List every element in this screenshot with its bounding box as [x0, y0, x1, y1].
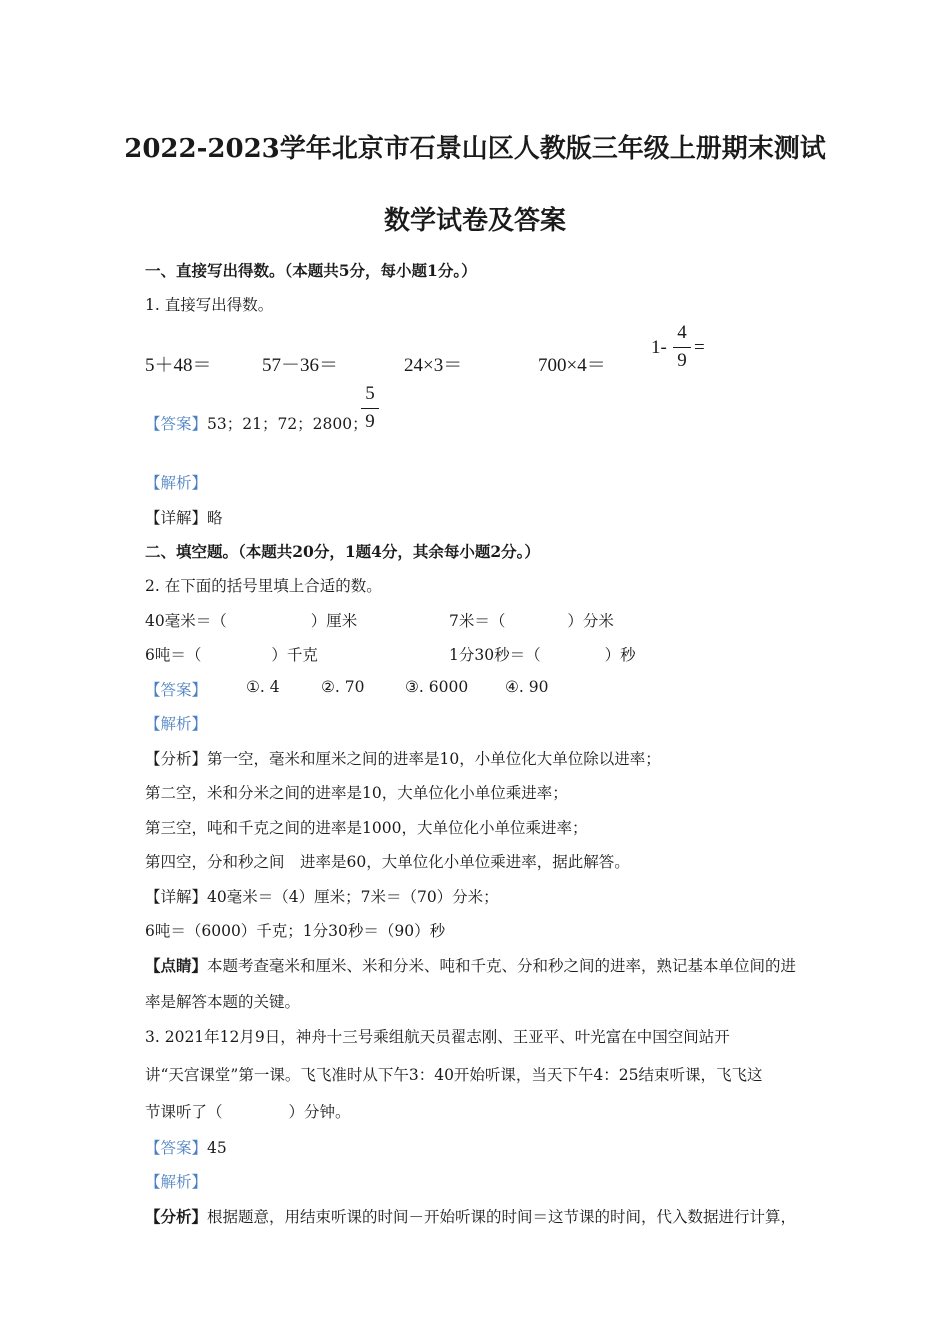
fenxi-text: 第一空，毫米和厘米之间的进率是10，小单位化大单位除以进率； [207, 750, 661, 768]
q1-fraction-denominator: 9 [677, 350, 687, 371]
q2-fenxi-line-4: 第四空，分和秒之间 进率是60，大单位化小单位乘进率，据此解答。 [145, 853, 630, 871]
q1-expr-4: 700×4＝ [538, 355, 606, 376]
q3-line-1: 3. 2021年12月9日，神舟十三号乘组航天员翟志刚、王亚平、叶光富在中国空间站开 [145, 1028, 730, 1046]
q2-answer-label: 【答案】 [145, 681, 208, 699]
fraction-bar [673, 347, 691, 348]
blank-after: ）分米 [567, 612, 614, 630]
q2-dianjing-line-1 [145, 954, 796, 976]
q1-expr-1: 5＋48＝ [145, 355, 212, 376]
blank-before: 6吨＝（ [145, 646, 202, 664]
blank-before: 节课听了（ [145, 1103, 223, 1121]
blank-before: 7米＝（ [449, 612, 506, 630]
q2-answer-3: ③. 6000 [405, 678, 469, 696]
section1-heading: 一、直接写出得数。（本题共5分，每小题1分。） [145, 261, 477, 280]
detail-label: 【详解】 [145, 509, 208, 527]
q2-blank-4 [449, 643, 636, 665]
q1-fraction-numerator: 4 [677, 322, 687, 343]
q1-analysis-label: 【解析】 [145, 474, 208, 492]
blank-after: ）秒 [604, 646, 636, 664]
fenxi-label: 【分析】 [145, 750, 208, 768]
q2-blank-2 [449, 609, 614, 631]
answer-text: 45 [207, 1139, 227, 1157]
q2-detail-line-2: 6吨＝（6000）千克；1分30秒＝（90）秒 [145, 922, 446, 940]
q3-line-3 [145, 1100, 351, 1122]
document-title-line2: 数学试卷及答案 [383, 206, 566, 236]
q1-expr-2: 57－36＝ [262, 355, 339, 376]
q2-analysis-label: 【解析】 [145, 715, 208, 733]
q2-fenxi-line-3: 第三空，吨和千克之间的进率是1000，大单位化小单位乘进率； [145, 819, 588, 837]
q2-dianjing-line-2: 率是解答本题的关键。 [145, 993, 301, 1011]
blank-after: ）分钟。 [288, 1103, 351, 1121]
document-title-line1: 2022-2023学年北京市石景山区人教版三年级上册期末测试 [124, 134, 826, 164]
answer-label: 【答案】 [145, 415, 208, 433]
q2-answer-1: ①. 4 [246, 678, 280, 696]
q1-prompt: 1. 直接写出得数。 [145, 296, 274, 314]
dianjing-text: 本题考查毫米和厘米、米和分米、吨和千克、分和秒之间的进率，熟记基本单位间的进 [207, 957, 797, 975]
dianjing-label: 【点睛】 [145, 956, 208, 975]
q2-detail-line-1 [145, 885, 499, 907]
q2-fenxi-line-2: 第二空，米和分米之间的进率是10，大单位化小单位乘进率； [145, 784, 568, 802]
q2-answer-4: ④. 90 [505, 678, 549, 696]
q3-fenxi [145, 1205, 796, 1227]
q3-line-2: 讲“天宫课堂”第一课。飞飞准时从下午3：40开始听课，当天下午4：25结束听课，飞飞这 [145, 1066, 763, 1084]
q1-fraction [673, 322, 691, 372]
q3-analysis-label: 【解析】 [145, 1173, 208, 1191]
q3-answer [145, 1136, 227, 1158]
q1-frac-suffix: = [694, 337, 705, 358]
q1-frac-prefix: 1- [651, 337, 667, 358]
q2-fenxi-line-1 [145, 747, 661, 769]
section2-heading: 二、填空题。（本题共20分，1题4分，其余每小题2分。） [145, 542, 540, 561]
q1-answer-fraction-denominator: 9 [365, 411, 375, 432]
q1-expr-3: 24×3＝ [404, 355, 463, 376]
blank-before: 40毫米＝（ [145, 612, 227, 630]
blank-before: 1分30秒＝（ [449, 646, 541, 664]
fraction-bar [361, 408, 379, 409]
q1-answer-fraction-numerator: 5 [365, 383, 375, 404]
blank-after: ）千克 [271, 646, 318, 664]
detail-text: 略 [207, 509, 223, 527]
q1-detail [145, 506, 223, 528]
answer-label: 【答案】 [145, 1139, 208, 1157]
detail-text: 40毫米＝（4）厘米；7米＝（70）分米； [207, 888, 499, 906]
q1-answer-fraction [361, 383, 379, 433]
q2-answer-2: ②. 70 [321, 678, 365, 696]
q1-answer [145, 412, 368, 434]
fenxi-label: 【分析】 [145, 1207, 208, 1226]
q2-prompt: 2. 在下面的括号里填上合适的数。 [145, 577, 382, 595]
answer-text: 53；21；72；2800； [207, 415, 368, 433]
q2-blank-1 [145, 609, 357, 631]
fenxi-text: 根据题意，用结束听课的时间－开始听课的时间＝这节课的时间，代入数据进行计算， [207, 1208, 797, 1226]
blank-after: ）厘米 [310, 612, 358, 630]
detail-label: 【详解】 [145, 888, 208, 906]
q2-blank-3 [145, 643, 318, 665]
